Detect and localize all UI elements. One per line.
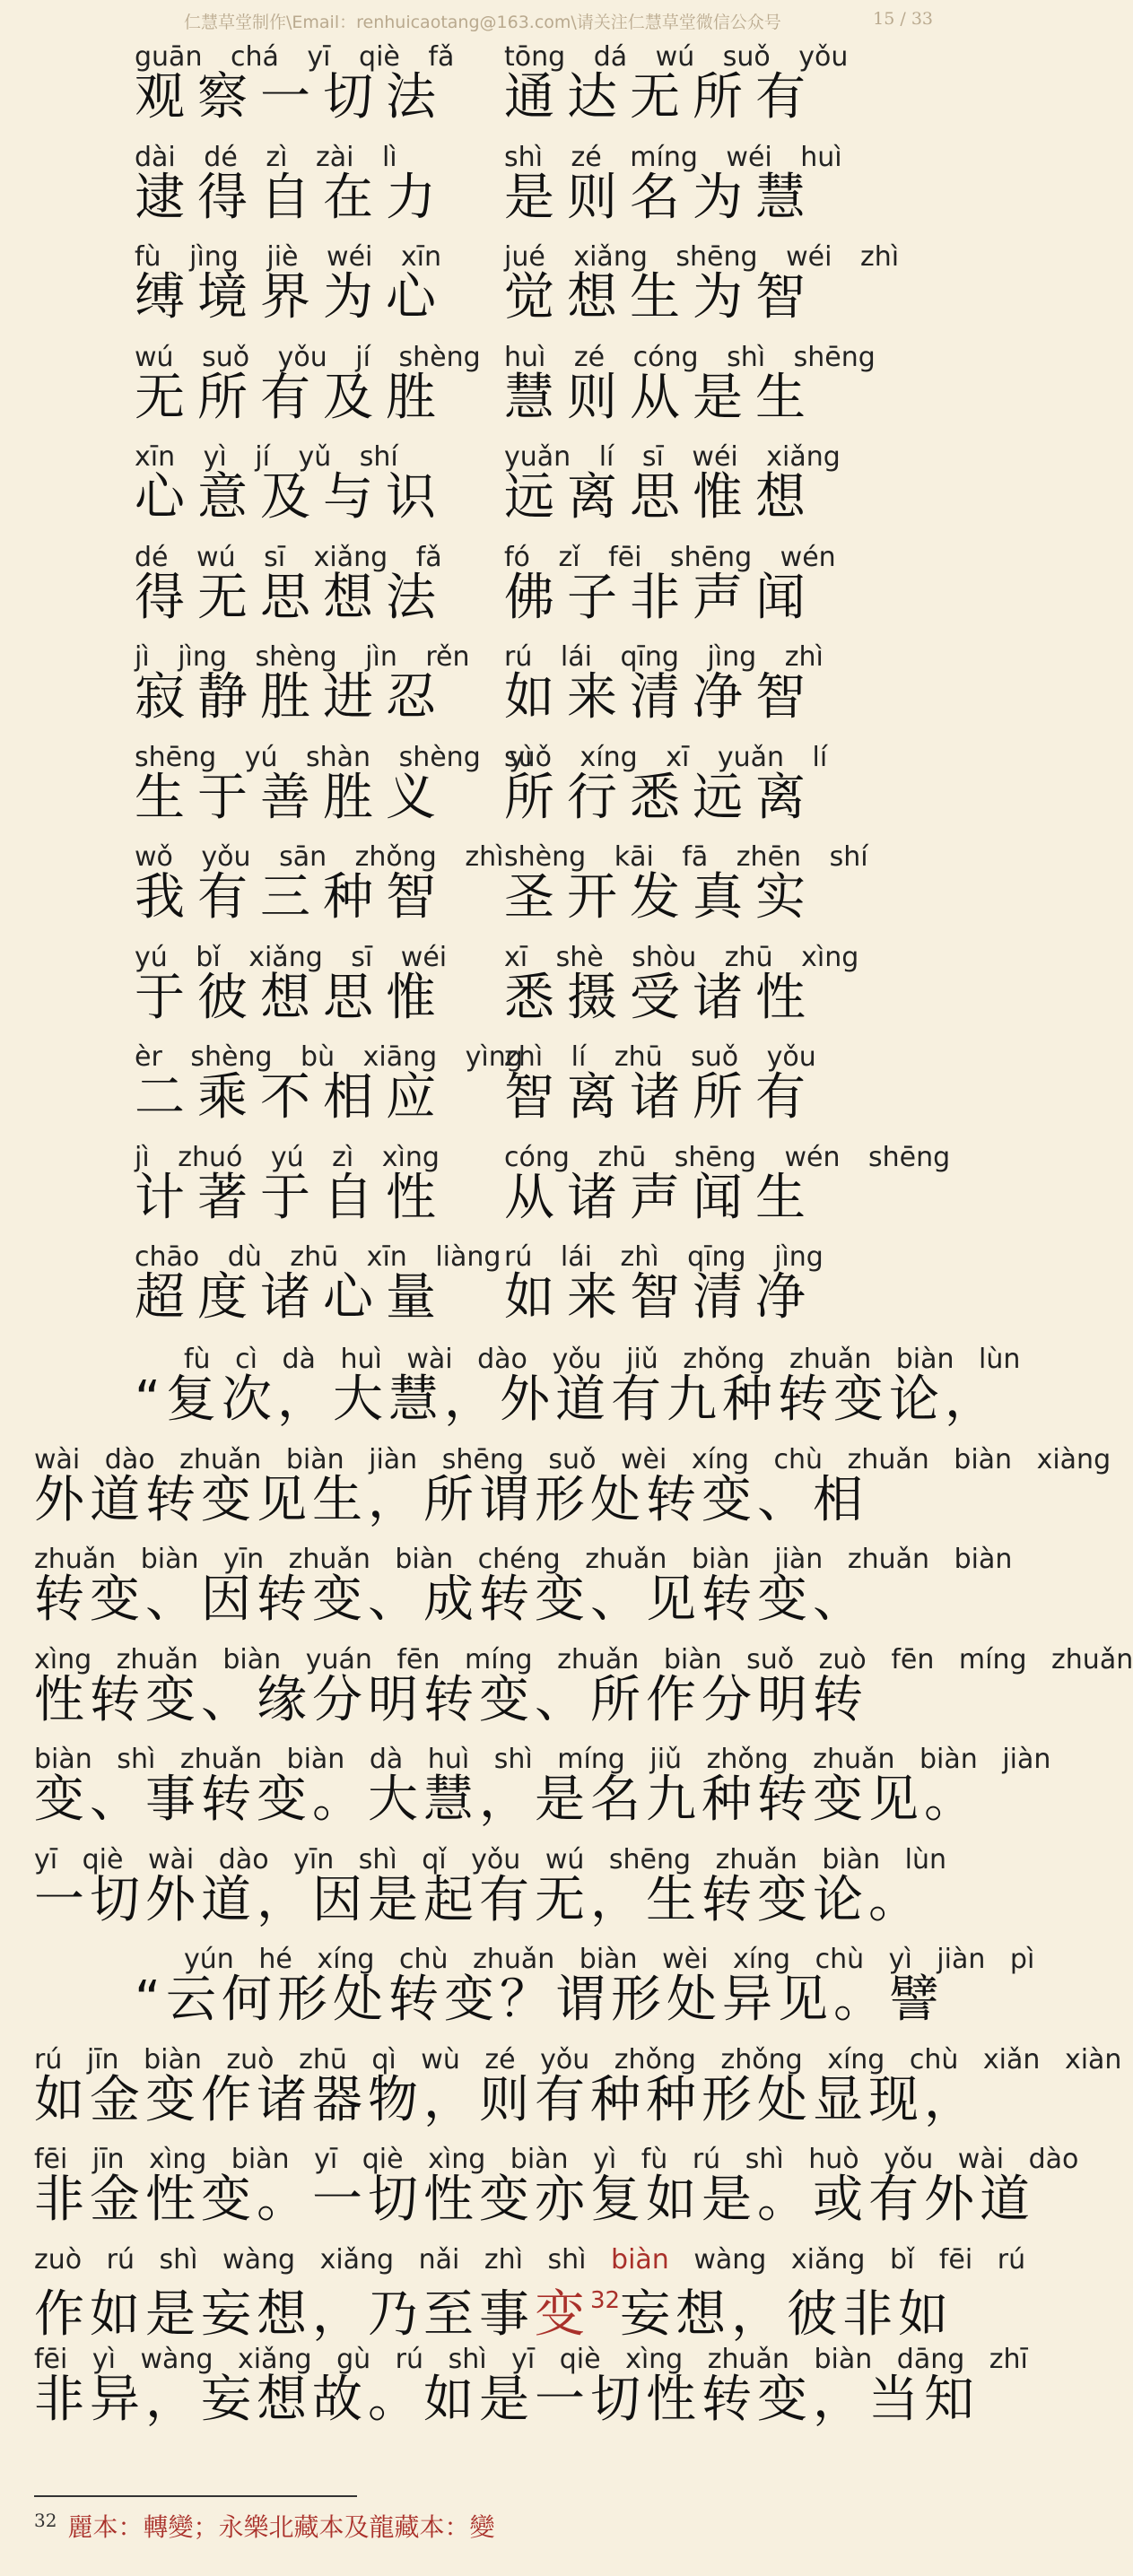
verse-pinyin-right: cóng zhū shēng wén shēng [504, 1141, 951, 1173]
verse-line [0, 340, 969, 439]
verse-hanzi-right: 圣开发真实 [504, 868, 818, 927]
prose-line [0, 1842, 969, 1941]
verse-line [0, 840, 969, 938]
verse-pinyin-right: tōng dá wú suǒ yǒu [504, 41, 849, 73]
prose-line [0, 2342, 1028, 2441]
verse-hanzi-right: 是则名为慧 [504, 168, 818, 227]
verse-hanzi-right: 智离诸所有 [504, 1068, 818, 1127]
verse-pinyin-left: fù jìng jiè wéi xīn [135, 241, 442, 273]
prose-pinyin: xìng zhuǎn biàn yuán fēn míng zhuǎn biàn suǒ zuò fēn míng zhuǎn [34, 1643, 1133, 1675]
verse-pinyin-right: fó zǐ fēi shēng wén [504, 541, 836, 573]
verse-line [0, 39, 969, 138]
verse-line [0, 239, 969, 338]
verse-pinyin-right: shì zé míng wéi huì [504, 141, 842, 173]
prose-hanzi-part: 妄想，彼非如 [620, 2284, 954, 2344]
prose-hanzi [34, 2269, 954, 2346]
verse-hanzi-left: 二乘不相应 [135, 1068, 449, 1127]
verse-line [0, 540, 969, 639]
prose-pinyin: fù cì dà huì wài dào yǒu jiǔ zhǒng zhuǎn biàn lùn [184, 1344, 1021, 1375]
verse-pinyin-right: huì zé cóng shì shēng [504, 341, 876, 373]
verse-hanzi-left: 计著于自性 [135, 1168, 449, 1227]
verse-pinyin-left: jì zhuó yú zì xìng [135, 1141, 440, 1173]
verse-pinyin-right: yuǎn lí sī wéi xiǎng [504, 441, 841, 473]
verse-hanzi-left: 于彼想思惟 [135, 968, 449, 1027]
verse-hanzi-right: 远离思惟想 [504, 468, 818, 527]
prose-hanzi: “复次，大慧，外道有九种转变论， [135, 1371, 1001, 1429]
header-credit: 仁慧草堂制作\Email：renhuicaotang@163.com\请关注仁慧草堂微信公众号 [184, 13, 781, 32]
prose-pinyin: yī qiè wài dào yīn shì qǐ yǒu wú shēng zhuǎn biàn lùn [34, 1843, 946, 1875]
verse-line [0, 640, 969, 738]
verse-line [0, 1240, 969, 1338]
verse-pinyin-left: wǒ yǒu sān zhǒng zhì [135, 841, 504, 873]
prose-line [0, 2042, 1122, 2141]
page-number: 15 / 33 [873, 9, 933, 29]
prose-line [0, 1942, 1035, 2041]
verse-line [0, 1040, 969, 1138]
verse-pinyin-left: xīn yì jí yǔ shí [135, 441, 398, 473]
verse-pinyin-left: dé wú sī xiǎng fǎ [135, 541, 442, 573]
verse-pinyin-right: suǒ xíng xī yuǎn lí [504, 741, 828, 773]
verse-line [0, 940, 969, 1039]
verse-pinyin-right: shèng kāi fā zhēn shí [504, 841, 868, 873]
prose-hanzi: 性转变、缘分明转变、所作分明转 [34, 1670, 868, 1729]
prose-line [0, 1442, 1111, 1541]
verse-pinyin-right: rú lái zhì qīng jìng [504, 1241, 824, 1273]
prose-pinyin-variant: biàn [611, 2243, 669, 2276]
prose-hanzi: 一切外道，因是起有无，生转变论。 [34, 1870, 924, 1929]
prose-line [0, 1742, 1051, 1841]
verse-hanzi-right: 如来智清净 [504, 1268, 818, 1327]
prose-line [0, 1642, 1133, 1741]
footnote-ref[interactable]: 32 [590, 2286, 621, 2314]
footnote-number: 32 [34, 2510, 57, 2531]
prose-pinyin: zhuǎn biàn yīn zhuǎn biàn chéng zhuǎn biàn jiàn zhuǎn biàn [34, 1544, 1013, 1575]
verse-line [0, 1140, 969, 1239]
verse-line [0, 439, 969, 538]
verse-hanzi-right: 觉想生为智 [504, 268, 818, 326]
verse-hanzi-right: 如来清净智 [504, 668, 818, 727]
verse-pinyin-left: guān chá yī qiè fǎ [135, 41, 455, 73]
prose-hanzi-variant: 变 [535, 2284, 590, 2344]
prose-hanzi: 非异，妄想故。如是一切性转变，当知 [34, 2371, 980, 2429]
footnote [34, 2508, 494, 2544]
verse-hanzi-left: 寂静胜进忍 [135, 668, 449, 727]
verse-pinyin-right: jué xiǎng shēng wéi zhì [504, 241, 900, 273]
verse-hanzi-right: 悉摄受诸性 [504, 968, 818, 1027]
verse-line [0, 740, 969, 839]
prose-hanzi: 如金变作诸器物，则有种种形处显现， [34, 2070, 980, 2129]
prose-hanzi: “云何形处转变？谓形处异见。譬 [135, 1971, 946, 2029]
prose-pinyin: biàn shì zhuǎn biàn dà huì shì míng jiǔ zhǒng zhuǎn biàn jiàn [34, 1744, 1051, 1775]
prose-pinyin: fēi jīn xìng biàn yī qiè xìng biàn yì fù rú shì huò yǒu wài dào [34, 2144, 1079, 2175]
verse-pinyin-left: èr shèng bù xiāng yìng [135, 1041, 523, 1073]
verse-hanzi-right: 通达无所有 [504, 68, 818, 126]
prose-line [0, 1342, 1021, 1440]
verse-pinyin-left: dài dé zì zài lì [135, 141, 397, 173]
verse-hanzi-left: 逮得自在力 [135, 168, 449, 227]
verse-hanzi-left: 无所有及胜 [135, 368, 449, 427]
prose-line [0, 2142, 1079, 2241]
verse-pinyin-left: yú bǐ xiǎng sī wéi [135, 941, 448, 973]
verse-hanzi-left: 观察一切法 [135, 68, 449, 126]
verse-pinyin-right: xī shè shòu zhū xìng [504, 941, 859, 973]
prose-hanzi: 外道转变见生，所谓形处转变、相 [34, 1470, 868, 1529]
page-header [0, 4, 969, 36]
verse-pinyin-left: jì jìng shèng jìn rěn [135, 641, 470, 673]
footnote-text: 麗本：轉變；永樂北藏本及龍藏本：變 [67, 2512, 495, 2542]
footnote-divider [34, 2495, 357, 2497]
prose-hanzi: 转变、因转变、成转变、见转变、 [34, 1571, 868, 1629]
verse-pinyin-right: rú lái qīng jìng zhì [504, 641, 824, 673]
verse-pinyin-left: shēng yú shàn shèng yì [135, 741, 533, 773]
prose-pinyin: fēi yì wàng xiǎng gù rú shì yī qiè xìng zhuǎn biàn dāng zhī [34, 2344, 1028, 2375]
verse-hanzi-right: 所行悉远离 [504, 768, 818, 827]
prose-pinyin-part: zuò rú shì wàng xiǎng nǎi zhì shì [34, 2243, 612, 2276]
verse-pinyin-left: wú suǒ yǒu jí shèng [135, 341, 481, 373]
prose-pinyin: wài dào zhuǎn biàn jiàn shēng suǒ wèi xíng chù zhuǎn biàn xiàng [34, 1443, 1111, 1475]
verse-hanzi-left: 缚境界为心 [135, 268, 449, 326]
verse-hanzi-left: 超度诸心量 [135, 1268, 449, 1327]
prose-hanzi: 变、事转变。大慧，是名九种转变见。 [34, 1771, 980, 1829]
verse-hanzi-left: 心意及与识 [135, 468, 449, 527]
verse-hanzi-left: 生于善胜义 [135, 768, 449, 827]
verse-hanzi-left: 我有三种智 [135, 868, 449, 927]
prose-pinyin: yún hé xíng chù zhuǎn biàn wèi xíng chù yì jiàn pì [184, 1944, 1035, 1975]
verse-hanzi-right: 慧则从是生 [504, 368, 818, 427]
verse-line [0, 140, 969, 239]
verse-hanzi-left: 得无思想法 [135, 568, 449, 627]
prose-line [0, 1542, 1013, 1640]
prose-pinyin-part: wàng xiǎng bǐ fēi rú [668, 2243, 1026, 2276]
prose-pinyin: rú jīn biàn zuò zhū qì wù zé yǒu zhǒng zhǒng xíng chù xiǎn xiàn [34, 2043, 1122, 2076]
prose-line [0, 2242, 1026, 2344]
verse-pinyin-right: zhì lí zhū suǒ yǒu [504, 1041, 816, 1073]
verse-hanzi-right: 佛子非声闻 [504, 568, 818, 627]
verse-pinyin-left: chāo dù zhū xīn liàng [135, 1241, 501, 1273]
prose-hanzi-part: 作如是妄想，乃至事 [34, 2284, 535, 2344]
prose-hanzi: 非金性变。一切性变亦复如是。或有外道 [34, 2171, 1035, 2229]
verse-hanzi-right: 从诸声闻生 [504, 1168, 818, 1227]
